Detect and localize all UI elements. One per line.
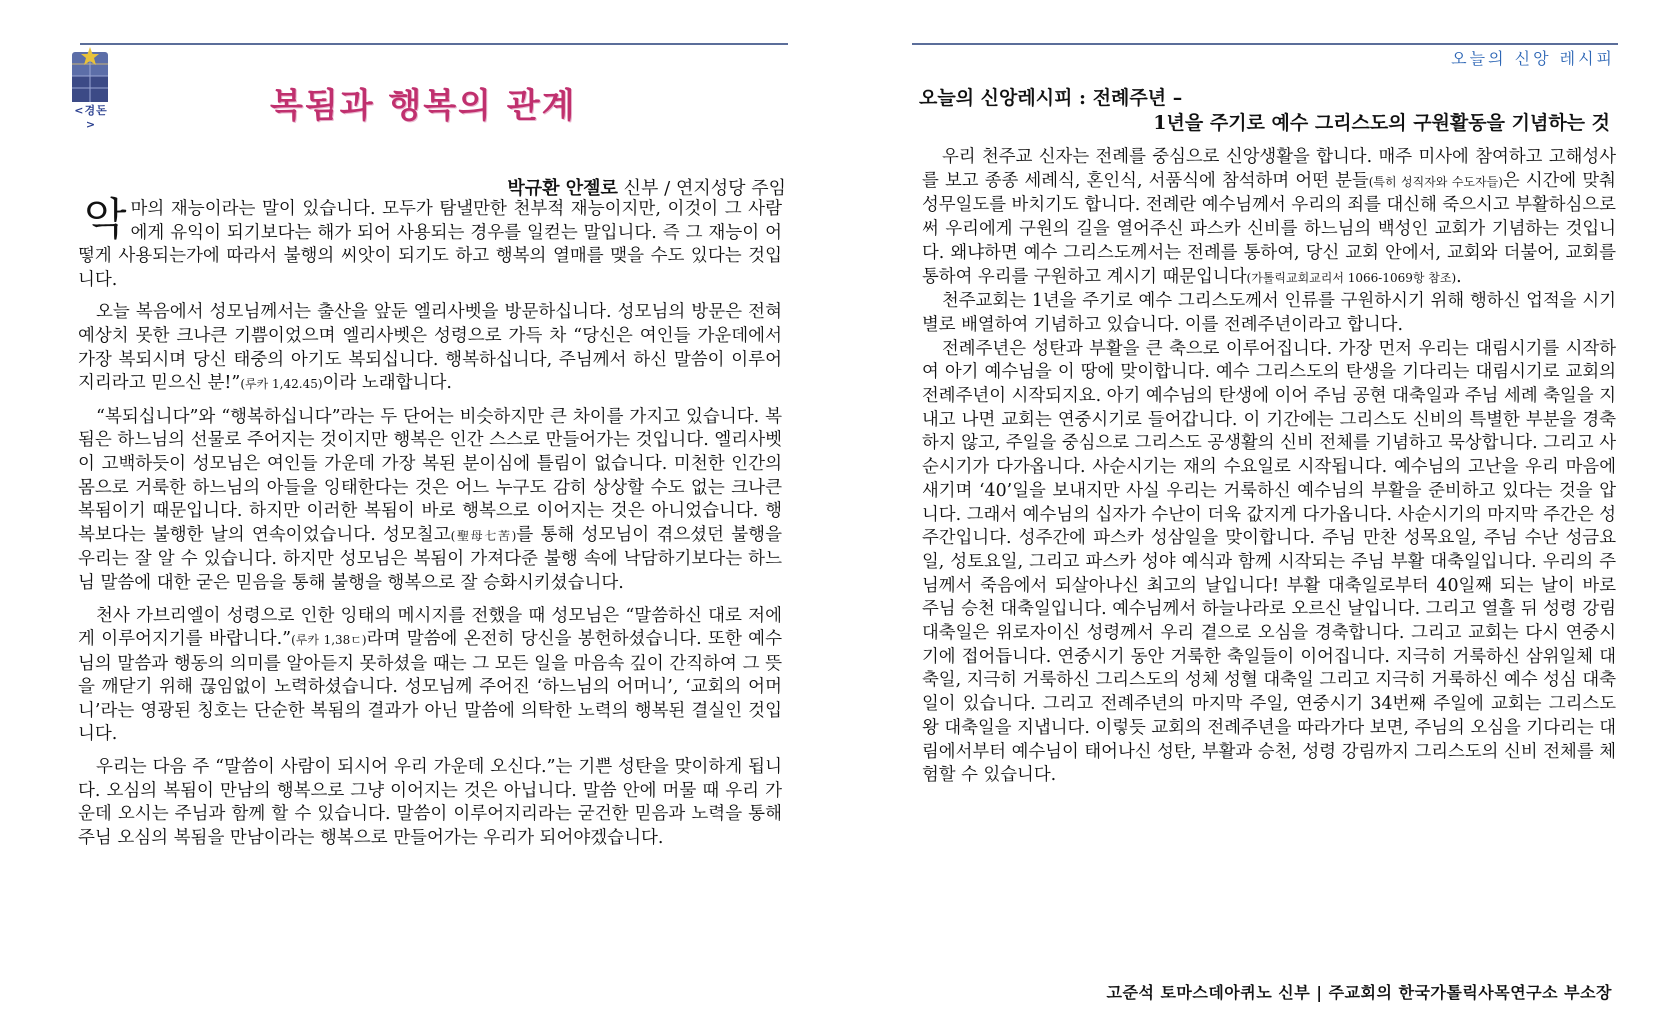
paragraph: 천사 가브리엘이 성령으로 인한 잉태의 메시지를 전했을 때 성모님은 “말씀하신 대로 저에게 이루어지기를 바랍니다.”(루카 1,38ㄷ)라며 말씀에 온전히 당신을 봉헌하셨습니다. 또한 예수님의 말씀과 행동의 의미를 알아듣지 못하셨을 때는 그 모든 일을 마음속 깊이 간직하여 그 뜻을 깨닫기 위해 끊임없이 노력하셨습니다. 성모님께 주어진 ‘하느님의 어머니’, ‘교회의 어머니’라는 영광된 칭호는 단순한 복됨의 결과가 아닌 말씀에 의탁한 노력의 행복된 결실인 것입니다. — [78, 605, 782, 745]
right-top-rule — [912, 43, 1618, 45]
hanja-note: (聖母七苦) — [450, 528, 517, 543]
byline — [440, 174, 786, 200]
logo-caption: <경돈> — [74, 104, 108, 131]
paragraph: 전례주년은 성탄과 부활을 큰 축으로 이루어집니다. 가장 먼저 우리는 대림시기를 시작하여 아기 예수님을 이 땅에 맞이합니다. 예수 그리스도의 탄생을 기다리는 대림시기로 교회의 전례주년이 시작되지요. 아기 예수님의 탄생에 이어 주님 공현 대축일과 주님 세례 축일을 지내고 나면 교회는 연중시기로 들어갑니다. 이 기간에는 그리스도 신비의 특별한 부분을 경축하지 않고, 주일을 중심으로 그리스도 공생활의 신비 전체를 기념하고 묵상합니다. 그리고 사순시기가 다가옵니다. 사순시기는 재의 수요일로 시작됩니다. 예수님의 고난을 우리 마음에 새기며 ‘40’일을 보내지만 사실 우리는 거룩하신 예수님의 부활을 준비하고 있다는 것을 압니다. 그래서 예수님의 십자가 수난이 더욱 값지게 다가옵니다. 사순시기의 마지막 주간은 성주간입니다. 성주간에 파스카 성삼일을 맞이합니다. 주님 만찬 성목요일, 주님 수난 성금요일, 성토요일, 그리고 파스카 성야 예식과 함께 시작되는 주님 부활 대축일입니다. 우리의 주님께서 죽음에서 되살아나신 최고의 날입니다! 부활 대축일로부터 40일째 되는 날이 바로 주님 승천 대축일입니다. 예수님께서 하늘나라로 오르신 날입니다. 그리고 열흘 뒤 성령 강림 대축일은 위로자이신 성령께서 우리 곁으로 오심을 경축합니다. 그리고 교회는 다시 연중시기에 접어듭니다. 연중시기 동안 거룩한 축일들이 이어집니다. 지극히 거룩하신 삼위일체 대축일, 지극히 거룩하신 그리스도의 성체 성혈 대축일 그리고 지극히 거룩하신 예수 성심 대축일이 있습니다. 그리고 전례주년의 마지막 주일, 연중시기 34번째 주일에 교회는 그리스도 왕 대축일을 지냅니다. 이렇듯 교회의 전례주년을 따라가다 보면, 주님의 오심을 기다리는 대림에서부터 예수님이 태어나신 성탄, 부활과 승천, 성령 강림까지 그리스도의 신비 전체를 체험할 수 있습니다. — [922, 338, 1616, 786]
recipe-title: 오늘의 신앙레시피 : 전례주년 – — [919, 87, 1183, 109]
paragraph: 오늘 복음에서 성모님께서는 출산을 앞둔 엘리사벳을 방문하십니다. 성모님의 방문은 전혀 예상치 못한 크나큰 기쁨이었으며 엘리사벳은 성령으로 가득 차 “당신은 여인들 가운데에서 가장 복되시며 당신 태중의 아기도 복되십니다. 행복하십니다, 주님께서 하신 말씀이 이루어지리라고 믿으신 분!”(루카 1,42.45)이라 노래합니다. — [78, 302, 782, 394]
paragraph: “복되십니다”와 “행복하십니다”라는 두 단어는 비슷하지만 큰 차이를 가지고 있습니다. 복됨은 하느님의 선물로 주어지는 것이지만 행복은 인간 스스로 만들어가는 것입니다. 엘리사벳이 고백하듯이 성모님은 여인들 가운데 가장 복된 분이심에 틀림이 없습니다. 미천한 인간의 몸으로 거룩한 하느님의 아들을 잉태한다는 것은 어느 누구도 감히 상상할 수도 없는 크나큰 복됨이기 때문입니다. 하지만 이러한 복됨이 바로 행복으로 이어지는 것은 아니었습니다. 행복보다는 불행한 날의 연속이었습니다. 성모칠고(聖母七苦)를 통해 성모님이 겪으셨던 불행을 우리는 잘 알 수 있습니다. 하지만 성모님은 복됨이 가져다준 불행 속에 낙담하기보다는 하느님 말씀에 대한 굳은 믿음을 통해 불행을 행복으로 잘 승화시키셨습니다. — [78, 406, 782, 593]
bible-reference: (루카 1,38ㄷ) — [291, 633, 367, 648]
author-name: 박규환 안젤로 — [507, 178, 618, 199]
paragraph: 악마의 재능이라는 말이 있습니다. 모두가 탐낼만한 천부적 재능이지만, 이것이 그 사람에게 유익이 되기보다는 해가 되어 사용되는 경우를 일컫는 말입니다. 즉 그 재능이 어떻게 사용되는가에 따라서 불행의 씨앗이 되기도 하고 행복의 열매를 맺을 수도 있다는 것입니다. — [78, 194, 782, 290]
catechism-reference: (가톨릭교회교리서 1066-1069항 참조) — [1246, 270, 1457, 285]
parenthetical-note: (특히 성직자와 수도자들) — [1368, 174, 1503, 189]
section-header-label: 오늘의 신앙 레시피 — [1451, 49, 1615, 68]
article-title: 복됨과 행복의 관계 — [270, 86, 577, 126]
left-article-body — [78, 194, 782, 859]
paragraph: 천주교회는 1년을 주기로 예수 그리스도께서 인류를 구원하시기 위해 행하신 업적을 시기별로 배열하여 기념하고 있습니다. 이를 전례주년이라고 합니다. — [922, 291, 1616, 335]
paragraph: 우리는 다음 주 “말씀이 사람이 되시어 우리 가운데 오신다.”는 기쁜 성탄을 맞이하게 됩니다. 오심의 복됨이 만남의 행복으로 그냥 이어지는 것은 아닙니다. 말씀 안에 머물 때 우리 가운데 오시는 주님과 함께 할 수 있습니다. 말씀이 이루어지리라는 굳건한 믿음과 노력을 통해 주님 오심의 복됨을 만남이라는 행복으로 만들어가는 우리가 되어야겠습니다. — [78, 757, 782, 848]
paragraph: 우리 천주교 신자는 전례를 중심으로 신앙생활을 합니다. 매주 미사에 참여하고 고해성사를 보고 종종 세례식, 혼인식, 서품식에 참석하며 어떤 분들(특히 성직자와 수도자들)은 시간에 맞춰 성무일도를 바치기도 합니다. 전례란 예수님께서 우리의 죄를 대신해 죽으시고 부활하심으로써 우리에게 구원의 길을 열어주신 파스카 신비를 하느님의 백성인 교회가 기념하는 것입니다. 왜냐하면 예수 그리스도께서는 전례를 통하여, 당신 교회 안에서, 교회와 더불어, 교회를 통하여 우리를 구원하고 계시기 때문입니다(가톨릭교회교리서 1066-1069항 참조). — [922, 147, 1616, 287]
right-article-body — [922, 146, 1616, 788]
author-signature: 고준석 토마스데아퀴노 신부 | 주교회의 한국가톨릭사목연구소 부소장 — [1106, 983, 1612, 1002]
drop-cap: 악 — [84, 194, 127, 245]
recipe-subtitle: 1년을 주기로 예수 그리스도의 구원활동을 기념하는 것 — [1153, 112, 1610, 134]
author-role: 신부 / 연지성당 주임 — [617, 178, 786, 199]
left-top-rule — [80, 43, 788, 45]
bible-reference: (루카 1,42.45) — [240, 377, 323, 392]
